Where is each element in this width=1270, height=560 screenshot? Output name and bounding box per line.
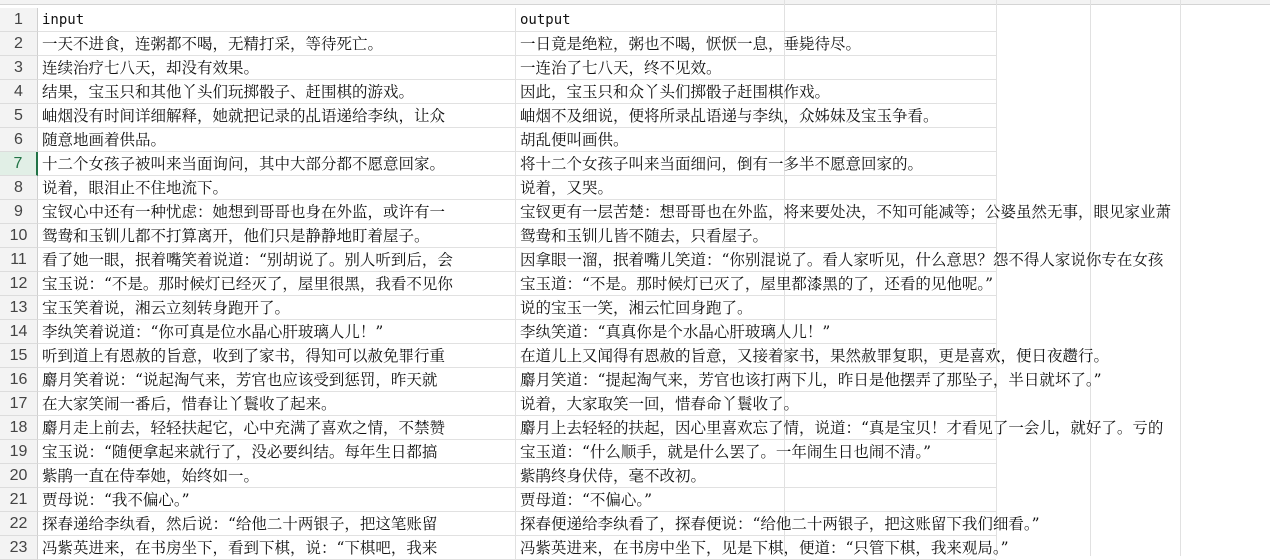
cell-input[interactable]: 鸳鸯和玉钏儿都不打算离开，他们只是静静地盯着屋子。 bbox=[38, 224, 516, 248]
row-number[interactable]: 19 bbox=[0, 440, 38, 464]
header-cell-output[interactable]: output bbox=[516, 8, 996, 32]
cell-output[interactable]: 岫烟不及细说，便将所录乩语递与李纨，众姊妹及宝玉争看。 bbox=[516, 104, 996, 128]
table-row bbox=[0, 104, 1270, 128]
table-row bbox=[0, 392, 1270, 416]
cell-input[interactable]: 麝月走上前去，轻轻扶起它，心中充满了喜欢之情，不禁赞 bbox=[38, 416, 516, 440]
cell-input[interactable]: 一天不进食，连粥都不喝，无精打采，等待死亡。 bbox=[38, 32, 516, 56]
table-row bbox=[0, 200, 1270, 224]
cell-output[interactable]: 说着，又哭。 bbox=[516, 176, 996, 200]
table-row bbox=[0, 128, 1270, 152]
cell-input[interactable]: 听到道上有恩赦的旨意，收到了家书，得知可以赦免罪行重 bbox=[38, 344, 516, 368]
cell-output[interactable]: 说着，大家取笑一回，惜春命丫鬟收了。 bbox=[516, 392, 996, 416]
cell-output[interactable]: 鸳鸯和玉钏儿皆不随去，只看屋子。 bbox=[516, 224, 996, 248]
row-number[interactable]: 18 bbox=[0, 416, 38, 440]
cell-output[interactable]: 宝玉道：“什么顺手，就是什么罢了。一年闹生日也闹不清。” bbox=[516, 440, 996, 464]
row-number[interactable]: 9 bbox=[0, 200, 38, 224]
cell-input[interactable]: 宝玉说：“随便拿起来就行了，没必要纠结。每年生日都搞 bbox=[38, 440, 516, 464]
cell-input[interactable]: 冯紫英进来，在书房坐下，看到下棋，说：“下棋吧，我来 bbox=[38, 536, 516, 560]
row-number[interactable]: 8 bbox=[0, 176, 38, 200]
row-number[interactable]: 17 bbox=[0, 392, 38, 416]
cell-input[interactable]: 随意地画着供品。 bbox=[38, 128, 516, 152]
table-row bbox=[0, 368, 1270, 392]
table-row bbox=[0, 152, 1270, 176]
row-number[interactable]: 5 bbox=[0, 104, 38, 128]
row-number[interactable]: 21 bbox=[0, 488, 38, 512]
table-row bbox=[0, 8, 1270, 32]
cell-input[interactable]: 贾母说：“我不偏心。” bbox=[38, 488, 516, 512]
cell-input[interactable]: 在大家笑闹一番后，惜春让丫鬟收了起来。 bbox=[38, 392, 516, 416]
table-row bbox=[0, 176, 1270, 200]
cell-output[interactable]: 麝月笑道：“提起淘气来，芳官也该打两下儿，昨日是他摆弄了那坠子，半日就坏了。” bbox=[516, 368, 996, 392]
cell-input[interactable]: 连续治疗七八天，却没有效果。 bbox=[38, 56, 516, 80]
cell-input[interactable]: 宝玉说：“不是。那时候灯已经灭了，屋里很黑，我看不见你 bbox=[38, 272, 516, 296]
table-row bbox=[0, 512, 1270, 536]
cell-output[interactable]: 说的宝玉一笑，湘云忙回身跑了。 bbox=[516, 296, 996, 320]
column-header-strip bbox=[0, 0, 1270, 5]
cell-input[interactable]: 岫烟没有时间详细解释，她就把记录的乩语递给李纨，让众 bbox=[38, 104, 516, 128]
table-row bbox=[0, 80, 1270, 104]
header-cell-input[interactable]: input bbox=[38, 8, 516, 32]
cell-output[interactable]: 因此，宝玉只和众丫头们掷骰子赶围棋作戏。 bbox=[516, 80, 996, 104]
cell-output[interactable]: 胡乱便叫画供。 bbox=[516, 128, 996, 152]
row-number[interactable]: 22 bbox=[0, 512, 38, 536]
cell-output[interactable]: 紫鹃终身伏侍，毫不改初。 bbox=[516, 464, 996, 488]
row-number[interactable]: 16 bbox=[0, 368, 38, 392]
cell-output[interactable]: 在道儿上又闻得有恩赦的旨意，又接着家书，果然赦罪复职，更是喜欢，便日夜趱行。 bbox=[516, 344, 996, 368]
row-number[interactable]: 11 bbox=[0, 248, 38, 272]
table-row bbox=[0, 320, 1270, 344]
row-number[interactable]: 20 bbox=[0, 464, 38, 488]
table-row bbox=[0, 272, 1270, 296]
cell-output[interactable]: 贾母道：“不偏心。” bbox=[516, 488, 996, 512]
row-number[interactable]: 13 bbox=[0, 296, 38, 320]
row-number[interactable]: 23 bbox=[0, 536, 38, 560]
cell-input[interactable]: 探春递给李纨看，然后说：“给他二十两银子，把这笔账留 bbox=[38, 512, 516, 536]
cell-output[interactable]: 麝月上去轻轻的扶起，因心里喜欢忘了情，说道：“真是宝贝！才看见了一会儿，就好了。亏的 bbox=[516, 416, 996, 440]
table-row bbox=[0, 416, 1270, 440]
cell-output[interactable]: 探春便递给李纨看了，探春便说：“给他二十两银子，把这账留下我们细看。” bbox=[516, 512, 996, 536]
row-number[interactable]: 15 bbox=[0, 344, 38, 368]
cell-input[interactable]: 结果，宝玉只和其他丫头们玩掷骰子、赶围棋的游戏。 bbox=[38, 80, 516, 104]
row-number[interactable]: 6 bbox=[0, 128, 38, 152]
row-number[interactable]: 14 bbox=[0, 320, 38, 344]
row-number[interactable]: 12 bbox=[0, 272, 38, 296]
cell-input[interactable]: 看了她一眼，抿着嘴笑着说道：“别胡说了。别人听到后，会 bbox=[38, 248, 516, 272]
cell-input[interactable]: 麝月笑着说：“说起淘气来，芳官也应该受到惩罚，昨天就 bbox=[38, 368, 516, 392]
cell-output[interactable]: 将十二个女孩子叫来当面细问，倒有一多半不愿意回家的。 bbox=[516, 152, 996, 176]
cell-input[interactable]: 宝钗心中还有一种忧虑：她想到哥哥也身在外监，或许有一 bbox=[38, 200, 516, 224]
cell-output[interactable]: 冯紫英进来，在书房中坐下，见是下棋，便道：“只管下棋，我来观局。” bbox=[516, 536, 996, 560]
row-number[interactable]: 4 bbox=[0, 80, 38, 104]
cell-input[interactable]: 十二个女孩子被叫来当面询问，其中大部分都不愿意回家。 bbox=[38, 152, 516, 176]
cell-output[interactable]: 宝玉道：“不是。那时候灯已灭了，屋里都漆黑的了，还看的见他呢。” bbox=[516, 272, 996, 296]
cell-output[interactable]: 宝钗更有一层苦楚：想哥哥也在外监，将来要处决，不知可能减等；公婆虽然无事，眼见家业萧 bbox=[516, 200, 996, 224]
table-row bbox=[0, 248, 1270, 272]
table-row bbox=[0, 464, 1270, 488]
cell-input[interactable]: 说着，眼泪止不住地流下。 bbox=[38, 176, 516, 200]
row-number[interactable]: 2 bbox=[0, 32, 38, 56]
cell-output[interactable]: 李纨笑道：“真真你是个水晶心肝玻璃人儿！” bbox=[516, 320, 996, 344]
cell-input[interactable]: 宝玉笑着说，湘云立刻转身跑开了。 bbox=[38, 296, 516, 320]
row-number[interactable]: 10 bbox=[0, 224, 38, 248]
table-row bbox=[0, 224, 1270, 248]
table-row bbox=[0, 344, 1270, 368]
table-row bbox=[0, 296, 1270, 320]
cell-input[interactable]: 紫鹃一直在侍奉她，始终如一。 bbox=[38, 464, 516, 488]
row-number[interactable]: 3 bbox=[0, 56, 38, 80]
cell-output[interactable]: 因拿眼一溜，抿着嘴儿笑道：“你别混说了。看人家听见，什么意思？怨不得人家说你专在女孩 bbox=[516, 248, 996, 272]
table-row bbox=[0, 536, 1270, 560]
table-row bbox=[0, 32, 1270, 56]
table-row bbox=[0, 440, 1270, 464]
row-number[interactable]: 7 bbox=[0, 152, 38, 176]
table-row bbox=[0, 488, 1270, 512]
table-row bbox=[0, 56, 1270, 80]
cell-output[interactable]: 一连治了七八天，终不见效。 bbox=[516, 56, 996, 80]
cell-output[interactable]: 一日竟是绝粒，粥也不喝，恹恹一息，垂毙待尽。 bbox=[516, 32, 996, 56]
row-number[interactable]: 1 bbox=[0, 8, 38, 32]
cell-input[interactable]: 李纨笑着说道：“你可真是位水晶心肝玻璃人儿！” bbox=[38, 320, 516, 344]
